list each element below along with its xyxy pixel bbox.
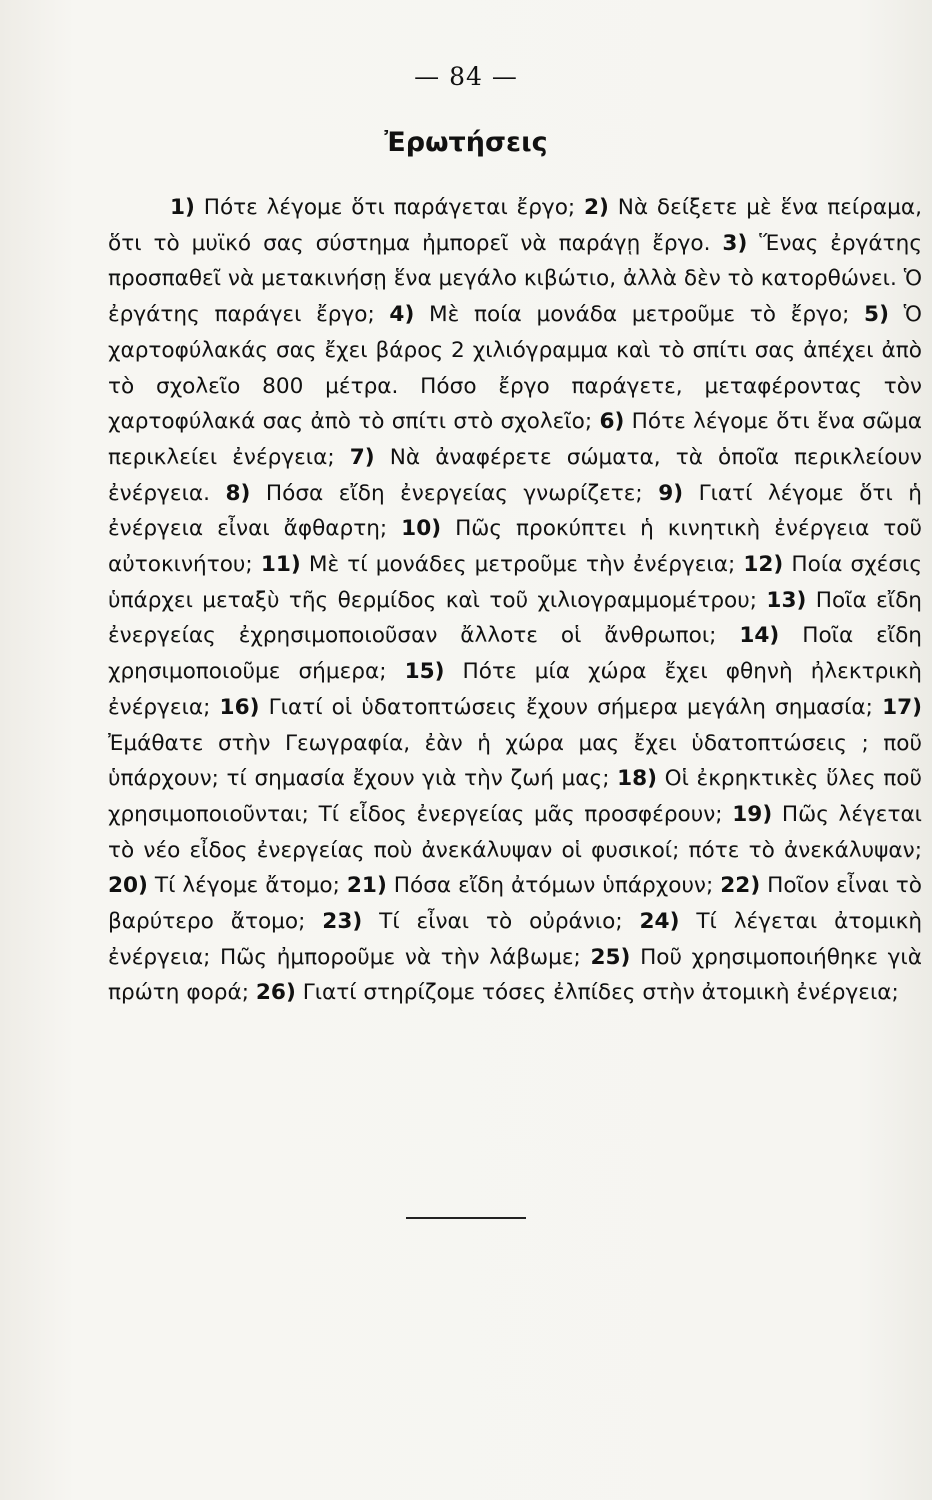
question-text: Τί λέγομε ἄτομο; (154, 873, 340, 899)
question-text: Πότε μία χώρα ἔχει φθηνὴ ἠλεκτρικὴ ἐνέργεια; (108, 659, 922, 720)
question-item (108, 873, 340, 898)
question-text: Πόσα εἴδη ἀτόμων ὑπάρχουν; (393, 873, 714, 899)
question-item (256, 980, 899, 1005)
question-number: 15) (404, 659, 445, 685)
question-text: Πόσα εἴδη ἐνεργείας γνωρίζετε; (265, 480, 643, 506)
question-text: Πότε λέγομε ὅτι ἕνα σῶμα περικλείει ἐνέργεια; (108, 409, 922, 470)
question-number: 2) (583, 195, 609, 220)
question-text: Νὰ δείξετε μὲ ἕνα πείραμα, ὅτι τὸ μυϊκό σας σύστημα ἠμπορεῖ νὰ παράγῃ ἔργο. (108, 195, 922, 256)
question-number: 20) (108, 873, 148, 899)
question-text: Ποῖον εἶναι τὸ βαρύτερο ἄτομο; (108, 873, 922, 935)
question-item (220, 695, 873, 720)
question-text: Ἐμάθατε στὴν Γεωγραφία, ἐὰν ἡ χώρα μας ἔχει ὑδατοπτώσεις ; ποῦ ὑπάρχουν; τί σημασία ἔχουν γιὰ τὴν ζωή μας; (108, 730, 922, 792)
question-text: Ποῖα εἴδη ἐνεργείας ἐχρησιμοποιοῦσαν ἄλλοτε οἱ ἄνθρωποι; (108, 587, 922, 649)
question-number: 3) (722, 230, 748, 256)
question-number: 12) (743, 552, 784, 578)
question-text: Τί εἶναι τὸ οὐράνιο; (379, 909, 623, 935)
question-number: 16) (219, 694, 260, 720)
question-item (389, 302, 849, 327)
end-divider (406, 1217, 526, 1219)
section-title: Ἐρωτήσεις (384, 127, 548, 158)
question-number: 26) (255, 980, 296, 1006)
question-number: 21) (346, 873, 387, 899)
question-number: 23) (322, 909, 363, 935)
question-number: 14) (739, 623, 780, 649)
question-number: 7) (349, 444, 375, 470)
question-item (170, 195, 575, 220)
question-item (322, 909, 622, 934)
question-text: Τί λέγεται ἀτομικὴ ἐνέργεια; Πῶς ἠμποροῦμε νὰ τὴν λάβωμε; (108, 909, 923, 970)
question-number: 24) (639, 909, 680, 935)
question-number: 19) (732, 801, 773, 827)
question-text: Νὰ ἀναφέρετε σώματα, τὰ ὁποῖα περικλείουν ἐνέργεια. (108, 444, 922, 506)
question-text: Γιατί λέγομε ὅτι ἡ ἐνέργεια εἶναι ἄφθαρτη; (108, 480, 922, 542)
question-text: Ποία σχέσις ὑπάρχει μεταξὺ τῆς θερμίδος καὶ τοῦ χιλιογραμμομέτρου; (108, 552, 923, 613)
question-text: Πῶς λέγεται τὸ νέο εἶδος ἐνεργείας ποὺ ἀνεκάλυψαν οἱ φυσικοί; πότε τὸ ἀνεκάλυψαν; (108, 801, 922, 863)
question-text: Πῶς προκύπτει ἡ κινητικὴ ἐνέργεια τοῦ αὐτοκινήτου; (108, 516, 922, 578)
question-item (225, 481, 642, 506)
question-text: Οἱ ἐκρηκτικὲς ὕλες ποῦ χρησιμοποιοῦνται; Τί εἶδος ἐνεργείας μᾶς προσφέρουν; (108, 766, 922, 827)
question-text: Γιατί οἱ ὑδατοπτώσεις ἔχουν σήμερα μεγάλη σημασία; (268, 694, 873, 720)
question-text: Μὲ τί μονάδες μετροῦμε τὴν ἐνέργεια; (308, 552, 736, 578)
question-number: 1) (170, 195, 195, 220)
question-text: Πότε λέγομε ὅτι παράγεται ἔργο; (203, 195, 576, 220)
question-number: 8) (225, 480, 251, 506)
question-number: 13) (766, 587, 807, 613)
questions-paragraph (108, 190, 922, 1011)
question-number: 5) (864, 302, 889, 328)
question-item (261, 552, 735, 577)
question-number: 6) (599, 409, 625, 435)
question-text: Ποῖα εἴδη χρησιμοποιοῦμε σήμερα; (108, 623, 922, 685)
page-number: — 84 — (414, 62, 518, 91)
question-number: 9) (658, 480, 684, 506)
question-text: Μὲ ποία μονάδα μετροῦμε τὸ ἔργο; (429, 302, 850, 328)
question-number: 10) (401, 516, 442, 542)
question-number: 17) (882, 694, 922, 720)
question-number: 11) (260, 552, 301, 578)
question-number: 4) (389, 302, 415, 328)
question-number: 22) (720, 873, 761, 899)
question-text: Ἕνας ἐργάτης προσπαθεῖ νὰ μετακινήσῃ ἕνα μεγάλο κιβώτιο, ἀλλὰ δὲν τὸ κατορθώνει. Ὁ ἐργάτης παράγει ἔργο; (108, 230, 923, 328)
question-text: Ποῦ χρησιμοποιήθηκε γιὰ πρώτη φορά; (108, 944, 922, 1006)
question-text: Ὁ χαρτοφύλακάς σας ἔχει βάρος 2 χιλιόγραμμα καὶ τὸ σπίτι σας ἀπέχει ἀπὸ τὸ σχολεῖο 800 μέτρα. Πόσο ἔργο παράγετε, μεταφέροντας τὸν χαρτοφύλακά σας ἀπὸ τὸ σπίτι στὸ σχολεῖο; (108, 302, 922, 435)
question-number: 25) (590, 944, 631, 970)
question-text: Γιατί στηρίζομε τόσες ἐλπίδες στὴν ἀτομικὴ ἐνέργεια; (302, 980, 899, 1006)
question-item (347, 873, 713, 898)
question-number: 18) (617, 766, 658, 792)
